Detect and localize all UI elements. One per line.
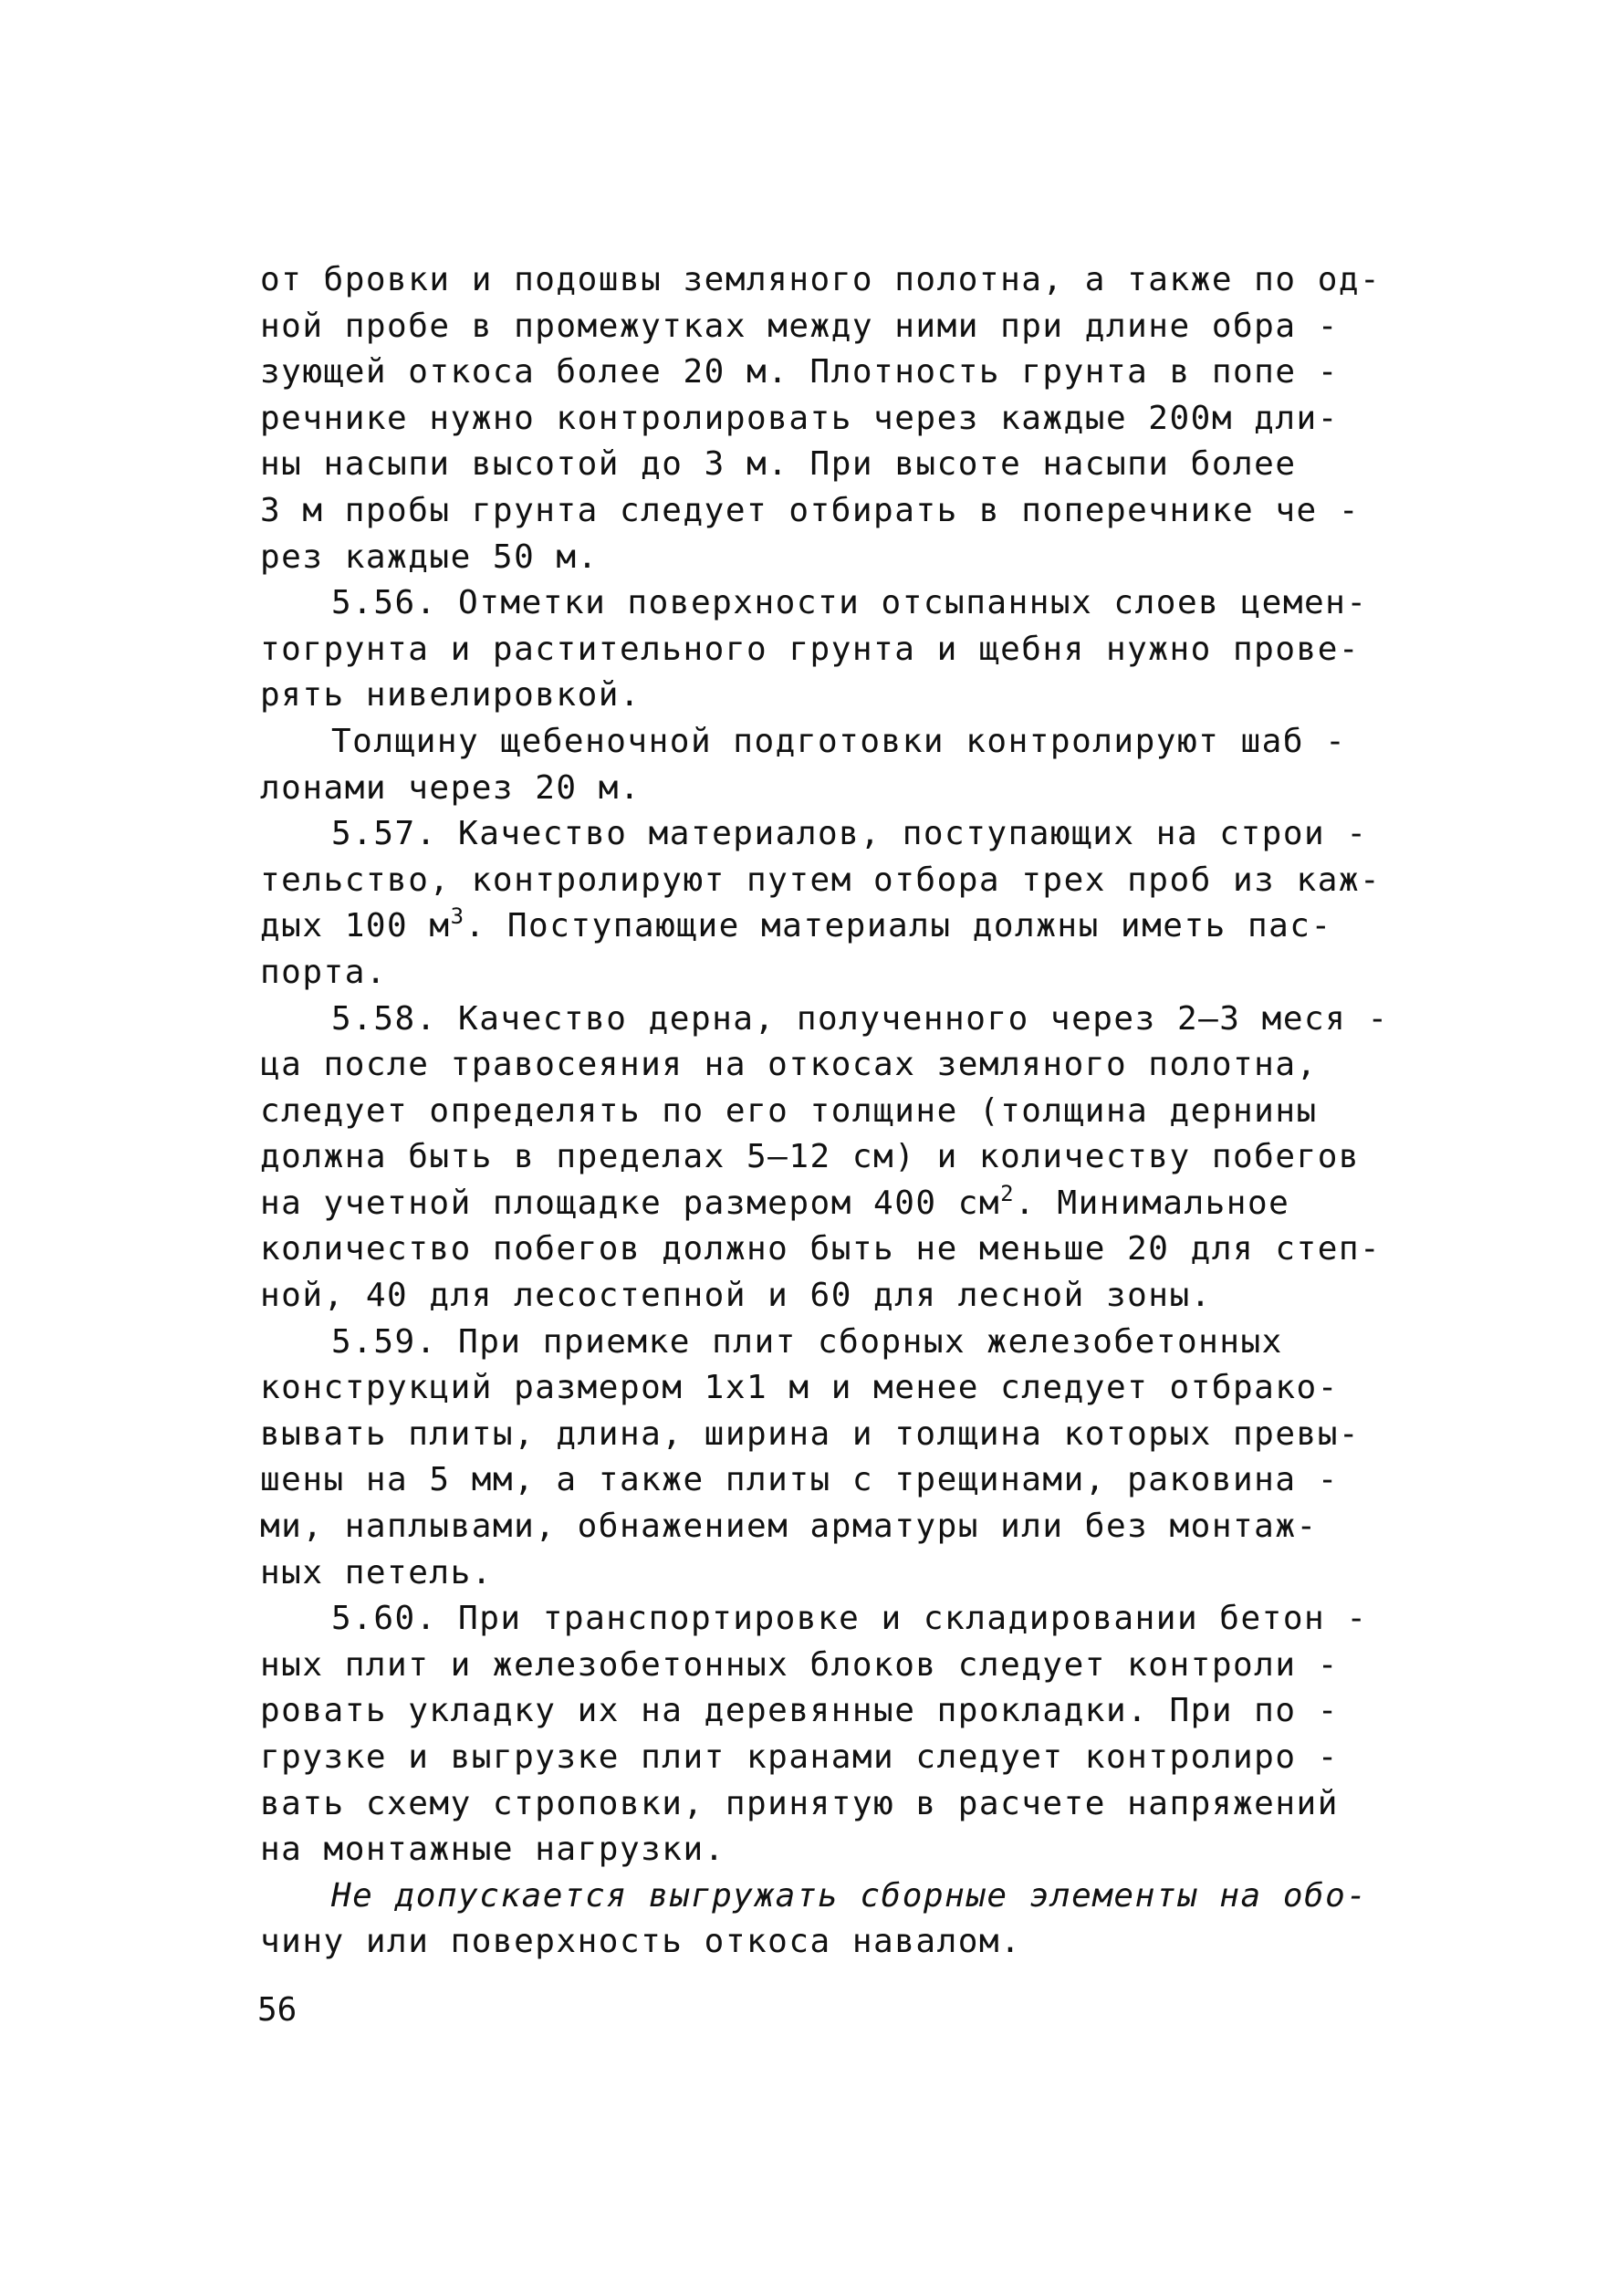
line-part: дых 100 м (260, 907, 451, 945)
text-line: грузке и выгрузке плит кранами следует контролиро - (260, 1738, 1339, 1776)
text-line: порта. (260, 953, 388, 991)
text-line: следует определять по его толщине (толщина дернины (260, 1091, 1318, 1130)
text-line: вывать плиты, длина, ширина и толщина которых превы- (260, 1414, 1361, 1453)
text-line: рез каждые 50 м. (260, 537, 599, 576)
text-line: ной пробе в промежутках между ними при длине обра - (260, 307, 1339, 345)
text-line: 5.56. Отметки поверхности отсыпанных слоев цемен- (331, 584, 1368, 622)
text-line: конструкций размером 1х1 м и менее следует отбрако- (260, 1369, 1339, 1407)
text-line: на монтажные нагрузки. (260, 1831, 725, 1869)
text-line: 5.57. Качество материалов, поступающих на строи - (331, 815, 1368, 853)
text-line: ных плит и железобетонных блоков следует контроли - (260, 1645, 1339, 1684)
text-line: 5.60. При транспортировке и складировании бетон - (331, 1600, 1368, 1638)
text-line: Не допускается выгружать сборные элементы на обо- (331, 1876, 1368, 1915)
text-line: от бровки и подошвы земляного полотна, а также по од- (260, 261, 1382, 298)
text-line: речнике нужно контролировать через каждые 200м дли- (260, 399, 1339, 437)
body-text (260, 257, 1456, 1966)
line-part: на учетной площадке размером 400 см (260, 1184, 1001, 1222)
superscript: 3 (450, 903, 465, 930)
text-line: тогрунта и растительного грунта и щебня нужно прове- (260, 630, 1361, 668)
text-line: ца после травосеяния на откосах земляного полотна, (260, 1046, 1318, 1084)
text-line: 3 м пробы грунта следует отбирать в поперечнике че - (260, 491, 1361, 529)
text-line: должна быть в пределах 5–12 см) и количеству побегов (260, 1138, 1361, 1176)
text-line-with-superscript (260, 1181, 1456, 1227)
text-line: количество побегов должно быть не меньше 20 для степ- (260, 1230, 1382, 1268)
text-line: ны насыпи высотой до 3 м. При высоте насыпи более (260, 445, 1297, 484)
text-line: ровать укладку их на деревянные прокладки. При по - (260, 1692, 1339, 1730)
text-line: шены на 5 мм, а также плиты с трещинами, раковина - (260, 1461, 1339, 1499)
text-line: чину или поверхность откоса навалом. (260, 1923, 1022, 1961)
text-line: вать схему строповки, принятую в расчете напряжений (260, 1784, 1339, 1822)
page-number: 56 (257, 1991, 298, 2029)
text-line: ной, 40 для лесостепной и 60 для лесной зоны. (260, 1277, 1212, 1315)
line-part: . Поступающие материалы должны иметь пас- (465, 907, 1332, 945)
text-line: 5.59. При приемке плит сборных железобетонных (331, 1322, 1283, 1361)
text-line: тельство, контролируют путем отбора трех проб из каж- (260, 861, 1382, 899)
text-line: 5.58. Качество дерна, полученного через 2–3 меся - (331, 999, 1389, 1038)
text-line: лонами через 20 м. (260, 768, 642, 807)
text-line: Толщину щебеночной подготовки контролируют шаб - (331, 722, 1347, 760)
text-line: ных петель. (260, 1553, 493, 1592)
text-line: рять нивелировкой. (260, 676, 642, 715)
text-line: зующей откоса более 20 м. Плотность грунта в попе - (260, 353, 1339, 391)
text-line-with-superscript (260, 903, 1456, 950)
text-line: ми, наплывами, обнажением арматуры или без монтаж- (260, 1508, 1318, 1546)
superscript: 2 (1000, 1180, 1016, 1206)
line-part: . Минимальное (1015, 1184, 1290, 1222)
